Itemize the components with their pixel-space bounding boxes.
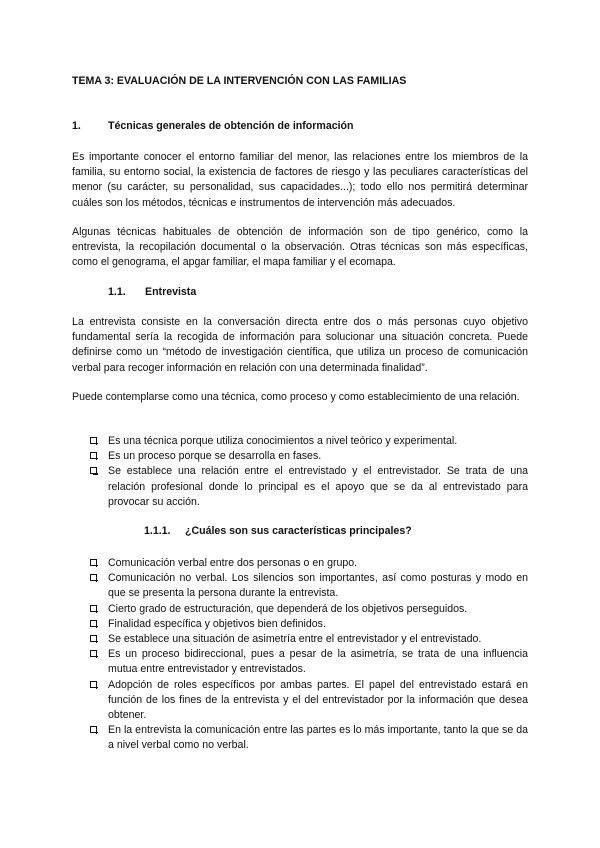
list-item: Es un proceso bidireccional, pues a pesar de la asimetría, se trata de una influencia mutua entre entrevistador y entrevistados.: [90, 647, 528, 677]
section-1-number: 1.: [72, 120, 81, 132]
section-1-1-paragraph-1: La entrevista consiste en la conversación directa entre dos o más personas cuyo objetivo fundamental sería la recogida de información para solucionar una situación concreta. Puede definirse como un “método de investigación científica, que utiliza un proceso de comunicación verbal para recoger información en relación con una determinada finalidad”.: [72, 316, 528, 374]
list-item: En la entrevista la comunicación entre las partes es lo más importante, tanto la que se da a nivel verbal como no verbal.: [90, 723, 528, 753]
section-1-paragraph-1: Es importante conocer el entorno familiar del menor, las relaciones entre los miembros de la familia, su entorno social, la existencia de factores de riesgo y las peculiares características del menor (su carácter, su personalidad, sus capacidades...); todo ello nos permitirá determinar cuáles son los métodos, técnicas e instrumentos de intervención más adecuados.: [72, 151, 528, 209]
list-item: Es un proceso porque se desarrolla en fases.: [90, 449, 528, 464]
list-item: Se establece una situación de asimetría entre el entrevistador y el entrevistado.: [90, 632, 528, 647]
checkbox-bullet-icon: [90, 620, 97, 627]
characteristics-bullet-list: [90, 556, 528, 754]
checkbox-bullet-icon: [90, 437, 97, 444]
section-1-1-title: Entrevista: [145, 286, 197, 298]
list-item: Adopción de roles específicos por ambas partes. El papel del entrevistado estará en función de los fines de la entrevista y el del entrevistador por la información que desea obtener.: [90, 678, 528, 724]
section-1-1-1-title: ¿Cuáles son sus características principales?: [185, 525, 412, 537]
checkbox-bullet-icon: [90, 650, 97, 657]
document-title: TEMA 3: EVALUACIÓN DE LA INTERVENCIÓN CON LAS FAMILIAS: [72, 75, 407, 87]
checkbox-bullet-icon: [90, 681, 97, 688]
section-1-1-1-number: 1.1.1.: [144, 525, 171, 537]
technique-bullet-list: [90, 434, 528, 510]
checkbox-bullet-icon: [90, 559, 97, 566]
section-1-1-paragraph-2: Puede contemplarse como una técnica, como proceso y como establecimiento de una relación.: [72, 391, 520, 403]
section-1-1-number: 1.1.: [108, 286, 126, 298]
list-item: Se establece una relación entre el entrevistado y el entrevistador. Se trata de una relación profesional donde lo principal es el apoyo que se da al entrevistado para provocar su acción.: [90, 464, 528, 510]
checkbox-bullet-icon: [90, 452, 97, 459]
section-1-paragraph-2: Algunas técnicas habituales de obtención de información son de tipo genérico, como la entrevista, la recopilación documental o la observación. Otras técnicas son más específicas, como el genograma, el apgar familiar, el mapa familiar y el ecomapa.: [72, 226, 528, 269]
list-item: Comunicación no verbal. Los silencios son importantes, así como posturas y modo en que se presenta la persona durante la entrevista.: [90, 571, 528, 601]
checkbox-bullet-icon: [90, 726, 97, 733]
list-item: Comunicación verbal entre dos personas o en grupo.: [90, 556, 528, 571]
section-1-title: Técnicas generales de obtención de información: [108, 120, 354, 132]
list-item: Cierto grado de estructuración, que dependerá de los objetivos perseguidos.: [90, 602, 528, 617]
checkbox-bullet-icon: [90, 574, 97, 581]
list-item: Es una técnica porque utiliza conocimientos a nivel teórico y experimental.: [90, 434, 528, 449]
checkbox-bullet-icon: [90, 467, 97, 474]
checkbox-bullet-icon: [90, 605, 97, 612]
checkbox-bullet-icon: [90, 635, 97, 642]
list-item: Finalidad específica y objetivos bien definidos.: [90, 617, 528, 632]
